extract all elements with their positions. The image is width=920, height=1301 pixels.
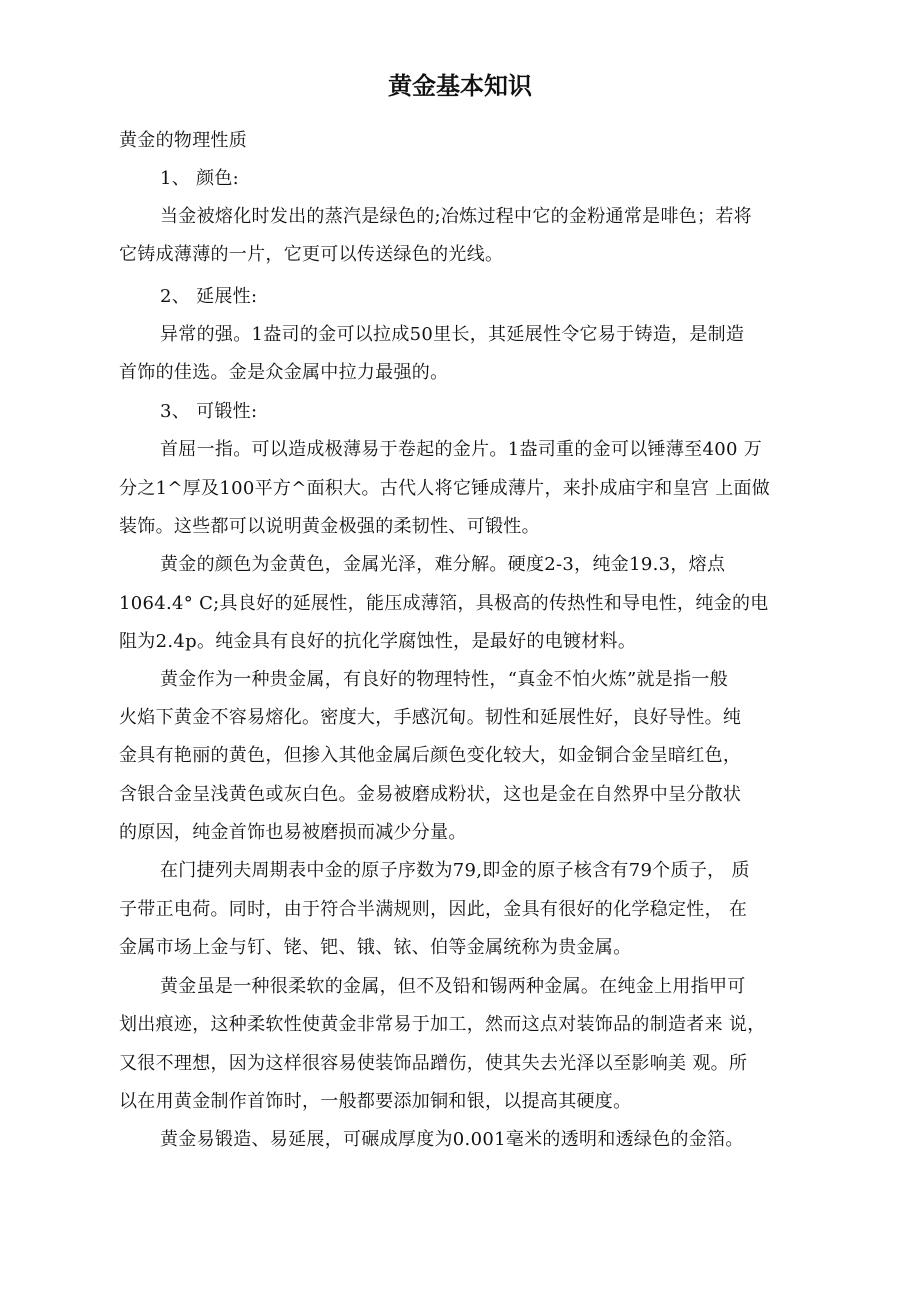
page-title: 黄金基本知识 xyxy=(388,72,532,100)
text-line: 装饰。这些都可以说明黄金极强的柔韧性、可锻性。 xyxy=(119,516,540,537)
text-line: 异常的强。1盎司的金可以拉成50里长，其延展性令它易于铸造，是制造 xyxy=(160,324,745,345)
text-line: 火焰下黄金不容易熔化。密度大，手感沉甸。韧性和延展性好，良好导性。纯 xyxy=(119,707,742,728)
text-line: 划出痕迹，这种柔软性使黄金非常易于加工，然而这点对装饰品的制造者来 说， xyxy=(119,1014,766,1035)
text-line: 首屈一指。可以造成极薄易于卷起的金片。1盎司重的金可以锤薄至400 万 xyxy=(160,439,763,460)
text-line: 在门捷列夫周期表中金的原子序数为79,即金的原子核含有79个质子， 质 xyxy=(160,860,750,881)
text-line: 的原因，纯金首饰也易被磨损而减少分量。 xyxy=(119,822,467,843)
text-line: 含银合金呈浅黄色或灰白色。金易被磨成粉状，这也是金在自然界中呈分散状 xyxy=(119,784,742,805)
text-line: 金具有艳丽的黄色，但掺入其他金属后颜色变化较大，如金铜合金呈暗红色， xyxy=(119,745,742,766)
text-line: 金属市场上金与钉、铑、钯、锇、铱、伯等金属统称为贵金属。 xyxy=(119,937,632,958)
text-line: 1064.4° C;具良好的延展性，能压成薄箔，具极高的传热性和导电性，纯金的电 xyxy=(119,593,769,614)
text-line: 黄金作为一种贵金属，有良好的物理特性，“真金不怕火炼”就是指一般 xyxy=(160,669,729,690)
text-line: 它铸成薄薄的一片，它更可以传送绿色的光线。 xyxy=(119,244,504,265)
text-line: 又很不理想，因为这样很容易使装饰品蹭伤，使其失去光泽以至影响美 观。所 xyxy=(119,1053,748,1074)
text-line: 黄金虽是一种很柔软的金属，但不及铅和锡两种金属。在纯金上用指甲可 xyxy=(160,976,746,997)
text-line: 阻为2.4p。纯金具有良好的抗化学腐蚀性，是最好的电镀材料。 xyxy=(119,631,637,652)
item-heading-color: 1、 颜色: xyxy=(160,168,240,189)
text-line: 首饰的佳选。金是众金属中拉力最强的。 xyxy=(119,362,449,383)
text-line: 黄金易锻造、易延展，可碾成厚度为0.001毫米的透明和透绿色的金箔。 xyxy=(160,1129,744,1150)
text-line: 黄金的颜色为金黄色，金属光泽，难分解。硬度2-3，纯金19.3，熔点 xyxy=(160,554,726,575)
text-line: 以在用黄金制作首饰时，一般都要添加铜和银，以提高其硬度。 xyxy=(119,1091,632,1112)
text-line: 分之1^厚及100平方^面积大。古代人将它锤成薄片，来扑成庙宇和皇宫 上面做 xyxy=(119,478,771,499)
text-line: 子带正电荷。同时，由于符合半满规则，因此，金具有很好的化学稳定性， 在 xyxy=(119,899,748,920)
item-heading-malleability: 3、 可锻性: xyxy=(160,401,258,422)
text-line: 当金被熔化时发出的蒸汽是绿色的;冶炼过程中它的金粉通常是啡色；若将 xyxy=(160,206,752,227)
section-heading: 黄金的物理性质 xyxy=(119,130,248,151)
item-heading-ductility: 2、 延展性: xyxy=(160,286,258,307)
